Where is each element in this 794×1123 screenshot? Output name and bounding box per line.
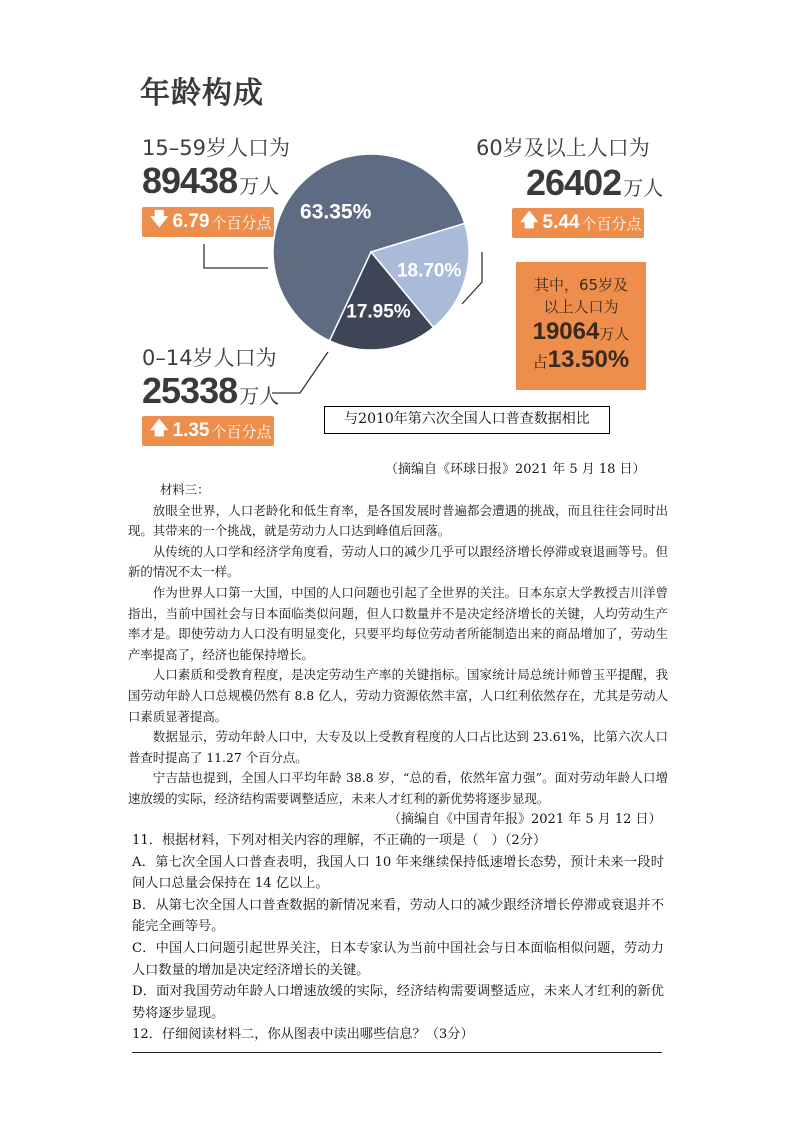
working-age-change-value: 6.79: [172, 211, 210, 232]
option-c: C．中国人口问题引起世界关注，日本专家认为当前中国社会与日本面临相似问题，劳动力人口数量的增加是决定经济增长的关键。: [132, 940, 664, 978]
question-11-stem: 11．根据材料，下列对相关内容的理解，不正确的一项是（ ）（2分）: [132, 833, 547, 848]
leader-line-working: [204, 244, 268, 268]
question-12-stem: 12．仔细阅读材料二，你从图表中读出哪些信息？（3分）: [132, 1027, 474, 1043]
children-value: [142, 370, 279, 412]
over-65-line2: 以上人口为: [543, 298, 619, 316]
working-age-value: [142, 160, 279, 202]
comparison-caption: 与2010年第六次全国人口普查数据相比: [324, 406, 610, 434]
option-d: D．面对我国劳动年龄人口增速放缓的实际，经济结构需要调整适应，未来人才红利的新优势将逐步显现。: [132, 984, 664, 1021]
over-65-unit: 万人: [599, 325, 630, 343]
age-structure-infographic: [0, 0, 794, 460]
over-65-line1: 其中，65岁及: [533, 276, 629, 294]
elderly-change-badge: [512, 208, 644, 238]
children-change-badge: [142, 416, 274, 446]
children-number: 25338: [142, 370, 238, 411]
arrow-up-icon: 🡅: [520, 210, 539, 231]
working-age-unit: 万人: [239, 174, 280, 198]
over-65-share: [516, 346, 646, 374]
essay-paragraph: 从传统的人口学和经济学角度看，劳动人口的减少几乎可以跟经济增长停滞或衰退画等号。但新的情况不太一样。: [128, 543, 668, 580]
elderly-change-value: 5.44: [542, 212, 580, 233]
elderly-change-unit: 个百分点: [581, 214, 642, 233]
pie-label-working-age: 63.35%: [300, 200, 372, 224]
children-label: 0–14岁人口为: [142, 346, 277, 370]
pie-label-elderly: 18.70%: [396, 260, 462, 282]
children-change-value: 1.35: [172, 420, 210, 441]
elderly-label: 60岁及以上人口为: [476, 136, 650, 160]
essay-paragraph: 人口素质和受教育程度，是决定劳动生产率的关键指标。国家统计局总统计师曾玉平提醒，我国劳动年龄人口总规模仍然有 8.8 亿人，劳动力资源依然丰富，人口红利依然存在，尤其是劳动人口素质显著提高。: [128, 667, 668, 724]
leader-line-children: [272, 352, 328, 393]
elderly-unit: 万人: [623, 176, 664, 200]
material-three: [128, 480, 668, 810]
over-65-value: [516, 318, 646, 346]
infographic-title: 年龄构成: [140, 76, 264, 111]
essay-paragraph: 作为世界人口第一大国，中国的人口问题也引起了全世界的关注。日本东京大学教授吉川洋曾指出，当前中国社会与日本面临类似问题，但人口数量并不是决定经济增长的关键，人均劳动生产率才是。即使劳动力人口没有明显变化，只要平均每位劳动者所能制造出来的商品增加了，劳动生产率提高了，经济也能保持增长。: [128, 584, 668, 662]
age-pie-chart: [0, 0, 794, 460]
working-age-number: 89438: [142, 160, 238, 201]
over-65-pct-prefix: 占: [532, 353, 548, 371]
source-cyol: （摘编自《中国青年报》2021 年 5 月 12 日）: [388, 812, 662, 827]
over-65-number: 19064: [532, 318, 600, 345]
option-a: A．第七次全国人口普查表明，我国人口 10 年来继续保持低速增长态势，预计未来一段时间人口总量会保持在 14 亿以上。: [132, 854, 664, 892]
working-age-change-badge: [142, 207, 274, 237]
material-heading: 材料三：: [160, 482, 210, 497]
elderly-number: 26402: [526, 162, 622, 203]
pie-label-children: 17.95%: [346, 301, 411, 323]
children-unit: 万人: [239, 384, 280, 408]
arrow-down-icon: 🡇: [150, 209, 169, 230]
elderly-value: [526, 162, 663, 204]
arrow-up-icon: 🡅: [150, 418, 169, 439]
answer-line[interactable]: [132, 1052, 662, 1053]
option-b: B．从第七次全国人口普查数据的新情况来看，劳动人口的减少跟经济增长停滞或衰退并不能完全画等号。: [132, 897, 664, 935]
working-age-label: 15–59岁人口为: [142, 136, 290, 160]
essay-paragraph: 宁吉喆也提到，全国人口平均年龄 38.8 岁，“总的看，依然年富力强”。面对劳动年龄人口增速放缓的实际，经济结构需要调整适应，未来人才红利的新优势将逐步显现。: [128, 770, 668, 806]
children-change-unit: 个百分点: [211, 422, 272, 441]
working-age-change-unit: 个百分点: [211, 213, 272, 232]
over-65-box: [516, 262, 646, 390]
essay-paragraph: 数据显示，劳动年龄人口中，大专及以上受教育程度的人口占比达到 23.61%，比第六次人口普查时提高了 11.27 个百分点。: [128, 729, 668, 765]
questions-section: [132, 830, 664, 1046]
essay-paragraph: 放眼全世界，人口老龄化和低生育率，是各国发展时普遍都会遭遇的挑战，而且往往会同时出现。其带来的一个挑战，就是劳动力人口达到峰值后回落。: [128, 502, 668, 539]
over-65-pct: 13.50%: [547, 346, 630, 373]
source-huanqiu: （摘编自《环球日报》2021 年 5 月 18 日）: [385, 462, 646, 477]
